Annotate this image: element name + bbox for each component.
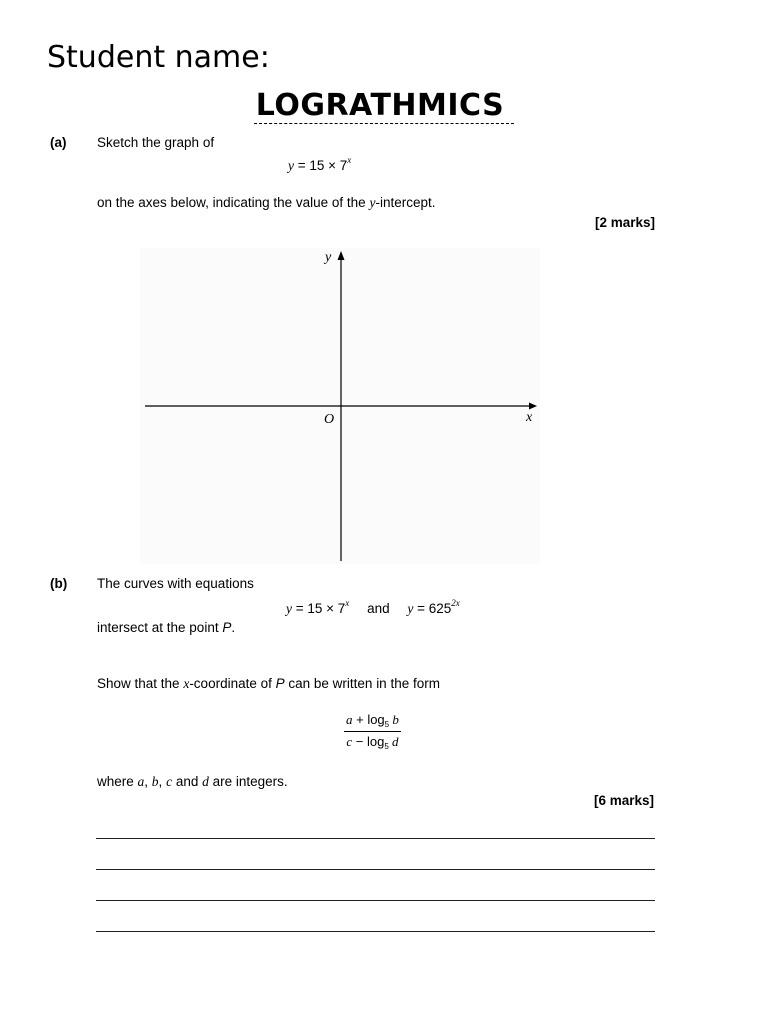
eq-rhs: = 15 × 7 [294, 158, 348, 173]
show-text-2: -coordinate of [189, 676, 276, 691]
eq-exponent: x [347, 155, 352, 165]
eq1-rhs: = 15 × 7 [292, 601, 346, 616]
den-op: − log [352, 734, 385, 749]
den-base: 5 [384, 742, 389, 751]
where-text-2: are integers. [208, 774, 288, 789]
intersect-point: P [222, 620, 232, 635]
part-a-marks: [2 marks] [595, 215, 656, 230]
and-text: and [367, 601, 390, 616]
part-a-label: (a) [50, 135, 67, 150]
part-b-equations [286, 598, 460, 617]
where-text [97, 774, 288, 790]
show-text-1: Show that the [97, 676, 184, 691]
where-text-1: where [97, 774, 138, 789]
part-a-instruction [97, 195, 435, 211]
show-var: x [183, 676, 190, 691]
student-name-label: Student name: [47, 40, 270, 75]
part-a-text: Sketch the graph of [97, 135, 215, 150]
instruction-var: y [369, 195, 376, 210]
fraction-denominator [344, 734, 401, 751]
num-b: b [389, 712, 399, 727]
num-a: a [346, 712, 353, 727]
part-b-text: The curves with equations [97, 576, 254, 591]
instruction-text-2: -intercept. [375, 195, 436, 210]
eq-lhs: y [288, 158, 294, 173]
show-point: P [275, 676, 285, 691]
show-text-3: can be written in the form [284, 676, 440, 691]
intersect-text [97, 620, 235, 635]
answer-line[interactable] [96, 900, 655, 901]
origin-label: O [324, 412, 335, 427]
where-b: b [151, 774, 159, 789]
y-axis-label: y [325, 250, 332, 265]
part-b-marks: [6 marks] [594, 793, 655, 808]
fraction-bar [344, 731, 401, 732]
part-b-label: (b) [50, 576, 68, 591]
intersect-text-1: intersect at the point [97, 620, 223, 635]
den-d: d [388, 734, 399, 749]
eq2-exponent: 2x [451, 598, 460, 608]
answer-line[interactable] [96, 838, 655, 839]
y-axis-arrow [338, 251, 345, 260]
eq1-lhs: y [286, 601, 292, 616]
num-base: 5 [384, 720, 390, 729]
x-axis-arrow [529, 403, 537, 410]
where-sep-1: , [144, 774, 152, 789]
where-sep-2: , [158, 774, 167, 789]
answer-line[interactable] [96, 931, 655, 932]
axes-graph [140, 245, 540, 565]
where-c: c [166, 774, 173, 789]
eq1-exponent: x [345, 598, 350, 608]
x-axis-label: x [526, 410, 533, 425]
eq2-lhs: y [407, 601, 414, 616]
den-c: c [346, 734, 353, 749]
fraction-form [344, 712, 401, 751]
where-d: d [202, 774, 209, 789]
answer-line[interactable] [96, 869, 655, 870]
intersect-text-2: . [231, 620, 236, 635]
page-title [0, 88, 768, 123]
part-a-equation [288, 155, 351, 174]
show-that-text [97, 676, 440, 692]
fraction-numerator [344, 712, 401, 729]
title-text: LOGRATHMICS [254, 88, 514, 124]
eq2-rhs: = 625 [413, 601, 452, 616]
num-op: + log [352, 712, 385, 727]
instruction-text-1: on the axes below, indicating the value of the [97, 195, 370, 210]
where-a: a [137, 774, 145, 789]
where-and: and [172, 774, 203, 789]
